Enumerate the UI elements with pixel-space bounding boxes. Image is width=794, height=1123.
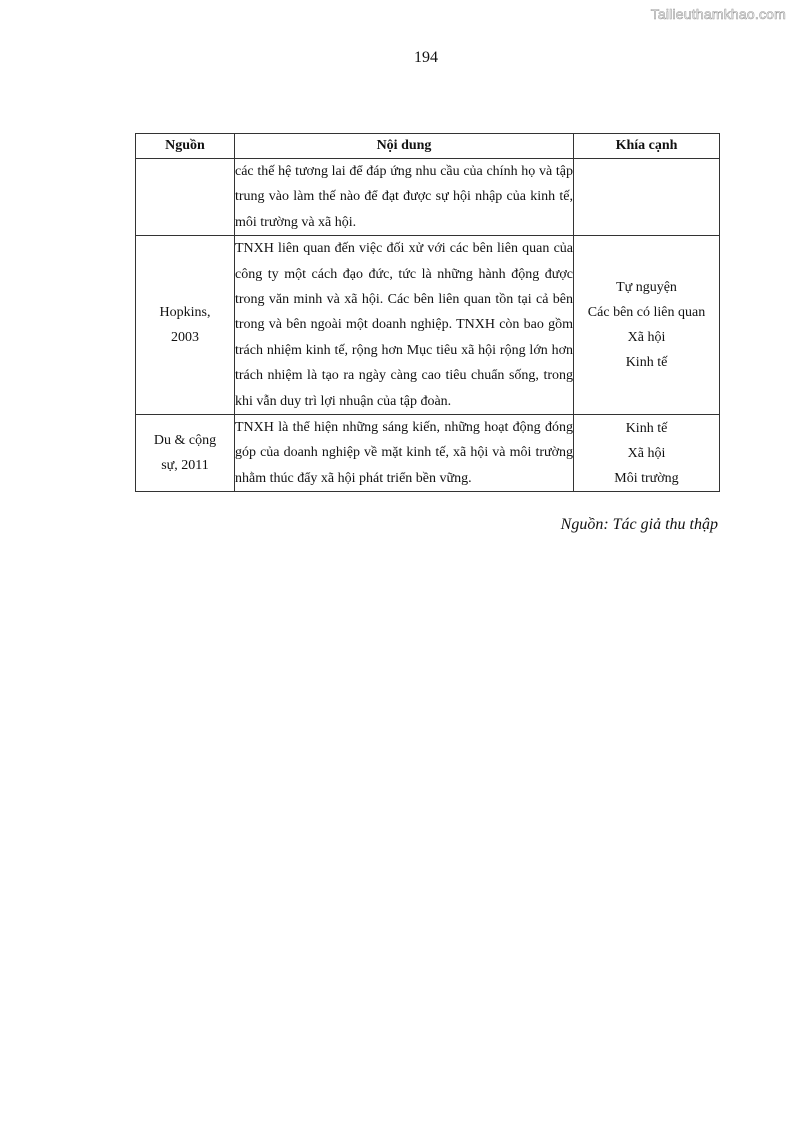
content-cell: TNXH là thể hiện những sáng kiến, những hoạt động đóng góp của doanh nghiệp về mặt kinh tế, xã hội và môi trường nhằm thúc đẩy xã hội phát triển bền vững. bbox=[235, 415, 574, 492]
source-cell: Hopkins, 2003 bbox=[136, 236, 235, 415]
watermark: Tailieuthamkhao.com bbox=[650, 6, 786, 22]
aspects-cell bbox=[574, 415, 720, 492]
table-header-row bbox=[136, 134, 720, 159]
column-header-source: Nguồn bbox=[136, 134, 235, 159]
content-table bbox=[135, 133, 720, 492]
aspect-item: Kinh tế bbox=[625, 355, 668, 371]
content-cell: các thế hệ tương lai để đáp ứng nhu cầu của chính họ và tập trung vào làm thế nào để đạt được sự hội nhập của kinh tế, môi trường và xã hội. bbox=[235, 159, 574, 236]
table-row bbox=[136, 159, 720, 236]
content-cell: TNXH liên quan đến việc đối xử với các bên liên quan của công ty một cách đạo đức, tức là những hành động được trong văn minh và xã hội. Các bên liên quan tồn tại cả bên trong và bên ngoài một doanh nghiệp. TNXH còn bao gồm trách nhiệm kinh tế, rộng hơn Mục tiêu xã hội rộng lớn hơn trách nhiệm là tạo ra ngày càng cao tiêu chuẩn sống, trong khi vẫn duy trì lợi nhuận của tập đoàn. bbox=[235, 236, 574, 415]
aspects-cell bbox=[574, 236, 720, 415]
source-cell bbox=[136, 159, 235, 236]
aspect-item: Tự nguyện bbox=[616, 280, 677, 296]
aspects-cell bbox=[574, 159, 720, 236]
column-header-aspects: Khía cạnh bbox=[574, 134, 720, 159]
aspect-item: Môi trường bbox=[614, 470, 679, 486]
aspect-item: Các bên có liên quan bbox=[587, 305, 706, 321]
page-number: 194 bbox=[414, 49, 438, 66]
table-row bbox=[136, 415, 720, 492]
aspect-item: Xã hội bbox=[627, 330, 666, 346]
table-row bbox=[136, 236, 720, 415]
column-header-content: Nội dung bbox=[235, 134, 574, 159]
source-caption: Nguồn: Tác giả thu thập bbox=[560, 516, 718, 533]
aspect-item: Kinh tế bbox=[625, 420, 668, 436]
source-cell: Du & cộng sự, 2011 bbox=[136, 415, 235, 492]
aspect-item: Xã hội bbox=[627, 445, 666, 461]
